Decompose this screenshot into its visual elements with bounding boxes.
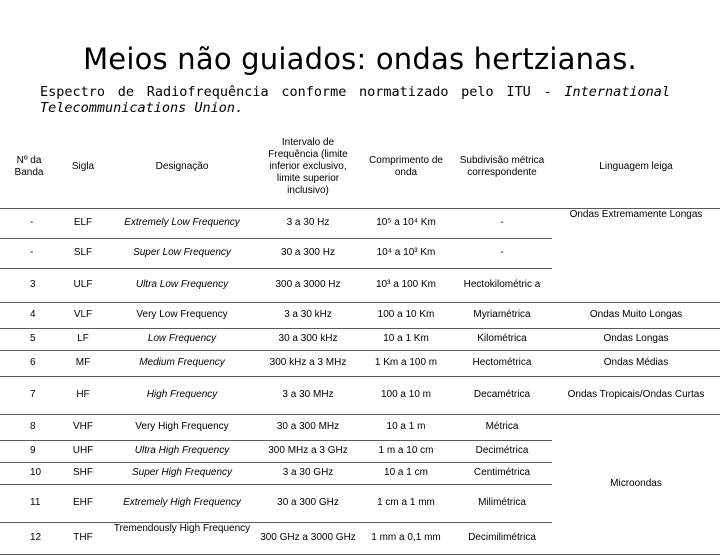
cell-comprimento: 100 a 10 Km [377, 309, 435, 320]
cell-designacao: Super High Frequency [131, 467, 233, 478]
cell-leiga: Ondas Muito Longas [589, 309, 683, 320]
cell-intervalo: 30 a 300 GHz [277, 497, 339, 508]
header-designacao: Designação [155, 160, 209, 172]
cell-intervalo: 3 a 30 Hz [286, 217, 330, 228]
cell-comprimento: 10 a 1 m [386, 421, 426, 432]
cell-subdivisao: Milimétrica [478, 497, 526, 508]
cell-designacao: Medium Frequency [139, 357, 225, 368]
cell-designacao: Extremely High Frequency [123, 497, 241, 508]
cell-intervalo: 300 MHz a 3 GHz [268, 445, 348, 456]
cell-sigla: MF [75, 357, 91, 368]
cell-num: 12 [30, 532, 42, 543]
cell-num: - [30, 217, 34, 228]
cell-intervalo: 3 a 30 MHz [282, 389, 334, 400]
header-comprimento: Comprimento de onda [369, 154, 443, 178]
table-row [0, 350, 720, 376]
intro-line-1 [40, 84, 670, 100]
cell-intervalo: 3 a 30 kHz [284, 309, 332, 320]
cell-intervalo: 30 a 300 MHz [276, 421, 340, 432]
cell-comprimento: 1 m a 10 cm [378, 445, 434, 456]
cell-subdivisao: Decimétrica [475, 445, 529, 456]
cell-subdivisao: Decimilimétrica [468, 532, 536, 543]
cell-designacao: Very High Frequency [135, 421, 229, 432]
cell-sigla: VHF [73, 421, 93, 432]
cell-subdivisao: Myriamétrica [473, 309, 531, 320]
intro-line-2: Telecommunications Union. [40, 100, 244, 116]
cell-comprimento: 10⁵ a 10⁴ Km [376, 217, 436, 228]
cell-subdivisao: Centimétrica [473, 467, 531, 478]
table-row [0, 328, 720, 350]
intro-line-1-italic: International [564, 84, 670, 100]
slide-title: Meios não guiados: ondas hertzianas. [83, 42, 637, 76]
cell-leiga: Ondas Extremamente Longas [569, 208, 703, 220]
cell-comprimento: 1 mm a 0,1 mm [371, 532, 441, 543]
cell-subdivisao: - [500, 217, 504, 228]
cell-sigla: SHF [73, 467, 93, 478]
cell-num: 11 [30, 497, 41, 508]
cell-sigla: SLF [73, 247, 93, 258]
table-row [0, 302, 720, 328]
cell-designacao: Tremendously High Frequency [113, 522, 251, 534]
cell-num: 7 [30, 389, 36, 400]
cell-designacao: Extremely Low Frequency [124, 217, 240, 228]
cell-num: 5 [30, 333, 36, 344]
cell-designacao: Very Low Frequency [136, 309, 228, 320]
cell-comprimento: 1 Km a 100 m [374, 357, 438, 368]
table-row [0, 414, 720, 440]
cell-comprimento: 100 a 10 m [380, 389, 432, 400]
cell-intervalo: 30 a 300 kHz [278, 333, 338, 344]
cell-sigla: EHF [73, 497, 93, 508]
cell-designacao: Super Low Frequency [133, 247, 231, 258]
cell-leiga: Ondas Longas [603, 333, 669, 344]
header-sigla: Sigla [71, 160, 95, 172]
cell-designacao: High Frequency [146, 389, 218, 400]
cell-leiga: Ondas Tropicais/Ondas Curtas [567, 389, 705, 400]
frequency-table [0, 126, 720, 555]
cell-subdivisao: Hectokilométric a [463, 279, 541, 290]
cell-num: - [30, 247, 34, 258]
cell-sigla: ELF [73, 217, 93, 228]
cell-sigla: VLF [73, 309, 93, 320]
table-row [0, 376, 720, 414]
cell-num: 4 [30, 309, 36, 320]
cell-num: 10 [30, 467, 42, 478]
cell-subdivisao: Decamétrica [473, 389, 531, 400]
cell-comprimento: 10³ a 100 Km [375, 279, 437, 290]
cell-comprimento: 10⁴ a 10³ Km [376, 247, 436, 258]
cell-intervalo: 300 kHz a 3 MHz [269, 357, 347, 368]
cell-num: 3 [30, 279, 36, 290]
cell-sigla: UHF [72, 445, 94, 456]
cell-intervalo: 300 GHz a 3000 GHz [260, 532, 356, 543]
cell-comprimento: 10 a 1 Km [383, 333, 429, 344]
cell-designacao: Ultra Low Frequency [135, 279, 229, 290]
cell-leiga: Microondas [610, 478, 662, 489]
cell-intervalo: 300 a 3000 Hz [275, 279, 341, 290]
cell-comprimento: 10 a 1 cm [384, 467, 428, 478]
header-intervalo: Intervalo de Frequência (limite inferior exclusivo, limite superior inclusivo) [268, 136, 348, 196]
header-leiga: Linguagem leiga [599, 160, 673, 172]
cell-subdivisao: Kilométrica [477, 333, 527, 344]
cell-subdivisao: - [500, 247, 504, 258]
cell-num: 8 [30, 421, 36, 432]
cell-intervalo: 3 a 30 GHz [282, 467, 334, 478]
cell-comprimento: 1 cm a 1 mm [377, 497, 435, 508]
cell-sigla: HF [76, 389, 90, 400]
intro-text [40, 84, 670, 116]
cell-leiga: Ondas Médias [603, 357, 669, 368]
cell-num: 6 [30, 357, 36, 368]
header-subdivisao: Subdivisão métrica correspondente [459, 154, 545, 178]
table-body [0, 208, 720, 554]
cell-subdivisao: Hectométrica [472, 357, 532, 368]
cell-designacao: Ultra High Frequency [134, 445, 230, 456]
cell-sigla: THF [73, 532, 93, 543]
cell-designacao: Low Frequency [147, 333, 217, 344]
header-num: Nº da Banda [14, 154, 44, 178]
table-row [0, 208, 720, 238]
table-header-row [0, 126, 720, 208]
intro-line-1-plain: Espectro de Radiofrequência conforme normatizado pelo ITU - [40, 84, 552, 100]
cell-intervalo: 30 a 300 Hz [281, 247, 335, 258]
cell-subdivisao: Métrica [485, 421, 519, 432]
cell-sigla: ULF [73, 279, 93, 290]
cell-num: 9 [30, 445, 36, 456]
cell-sigla: LF [77, 333, 89, 344]
